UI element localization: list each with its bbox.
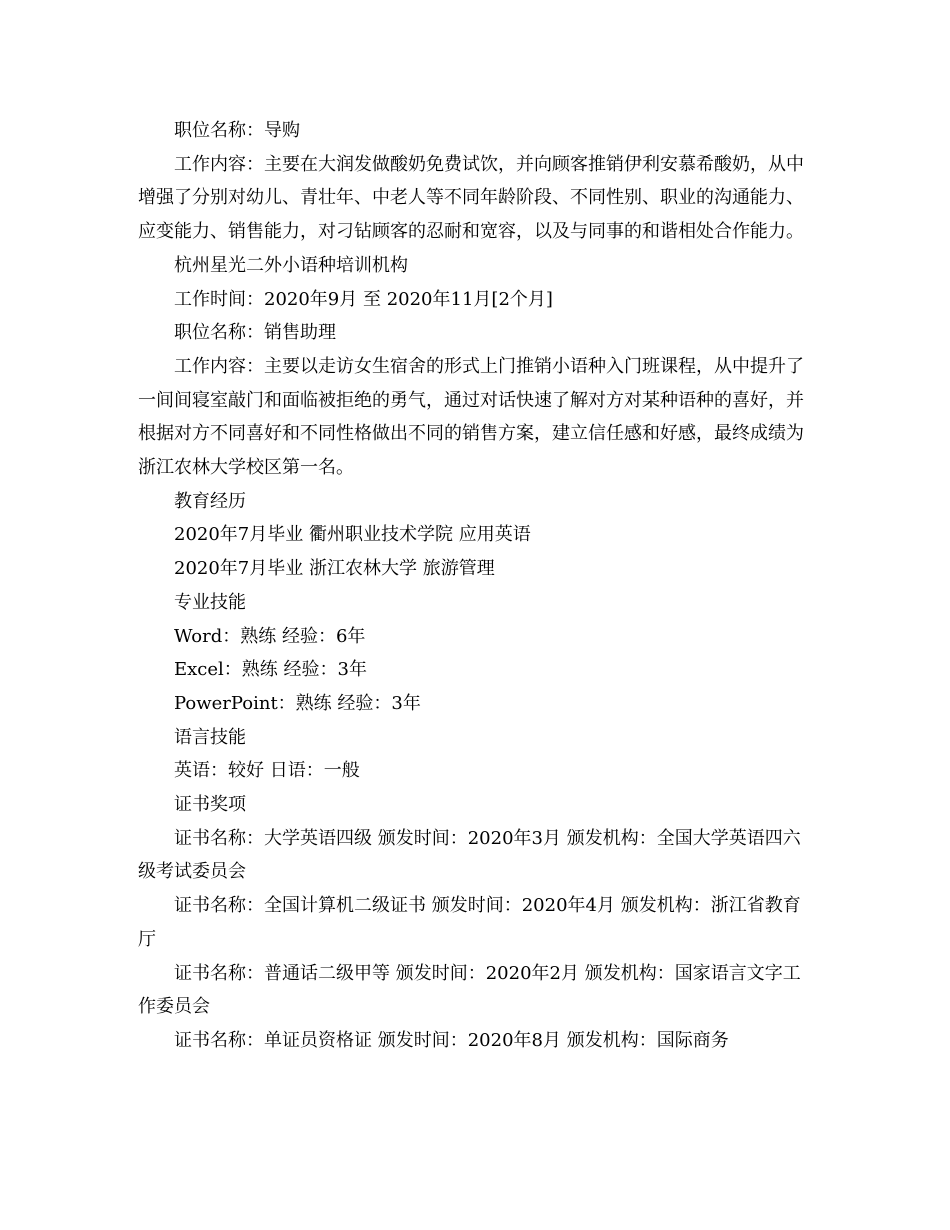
certificate-entry: 证书名称：单证员资格证 颁发时间：2020年8月 颁发机构：国际商务 (174, 1029, 729, 1051)
language-entry: 英语：较好 日语：一般 (174, 760, 360, 782)
section-heading-languages: 语言技能 (174, 726, 246, 748)
skill-entry: Excel：熟练 经验：3年 (174, 659, 367, 681)
section-heading-education: 教育经历 (174, 490, 246, 512)
job-description-paragraph: 工作内容：主要在大润发做酸奶免费试饮，并向顾客推销伊利安慕希酸奶，从中增强了分别对幼儿、青壮年、中老人等不同年龄阶段、不同性别、职业的沟通能力、应变能力、销售能力，对刁钻顾客的忍耐和宽容，以及与同事的和谐相处合作能力。 (138, 153, 804, 243)
certificate-entry: 证书名称：普通话二级甲等 颁发时间：2020年2月 颁发机构：国家语言文字工作委员会 (138, 962, 801, 1018)
section-heading-certificates: 证书奖项 (174, 794, 246, 816)
job-title-line: 职位名称：销售助理 (174, 322, 336, 344)
document-body (138, 114, 818, 1058)
skill-entry: Word：熟练 经验：6年 (174, 625, 366, 647)
work-period-line: 工作时间：2020年9月 至 2020年11月[2个月] (174, 288, 553, 310)
certificate-entry: 证书名称：大学英语四级 颁发时间：2020年3月 颁发机构：全国大学英语四六级考试委员会 (138, 827, 801, 883)
company-name-line: 杭州星光二外小语种培训机构 (174, 254, 408, 276)
certificate-entry: 证书名称：全国计算机二级证书 颁发时间：2020年4月 颁发机构：浙江省教育厅 (138, 895, 801, 950)
education-entry: 2020年7月毕业 衢州职业技术学院 应用英语 (174, 524, 531, 546)
job-title-line: 职位名称：导购 (174, 120, 300, 141)
section-heading-skills: 专业技能 (174, 591, 246, 613)
skill-entry: PowerPoint：熟练 经验：3年 (174, 692, 421, 714)
job-description-paragraph: 工作内容：主要以走访女生宿舍的形式上门推销小语种入门班课程，从中提升了一间间寝室敲门和面临被拒绝的勇气，通过对话快速了解对方对某种语种的喜好，并根据对方不同喜好和不同性格做出不同的销售方案，建立信任感和好感，最终成绩为浙江农林大学校区第一名。 (138, 355, 804, 479)
education-entry: 2020年7月毕业 浙江农林大学 旅游管理 (174, 558, 495, 580)
